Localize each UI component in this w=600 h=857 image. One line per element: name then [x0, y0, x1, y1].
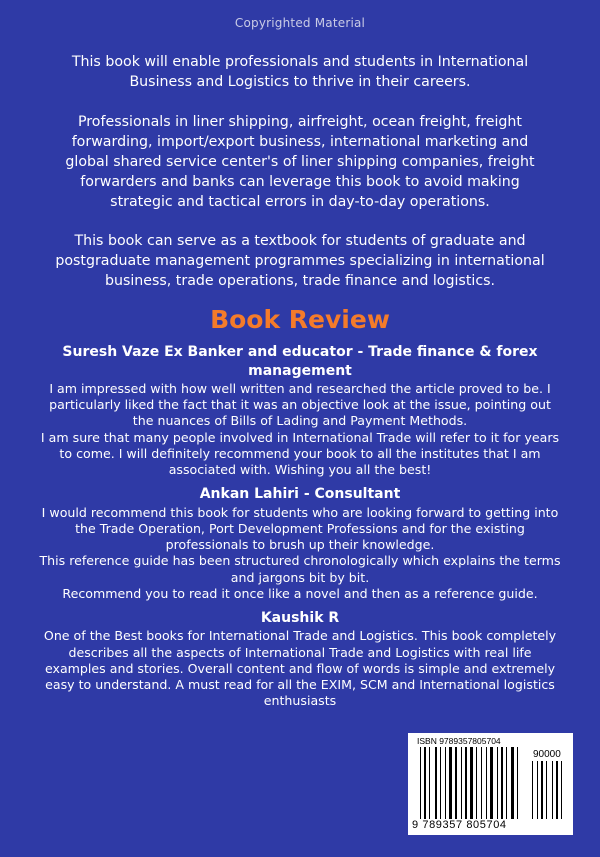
barcode-bar: [517, 747, 518, 819]
reviewer-name: [8, 485, 592, 504]
intro-line: Professionals in liner shipping, airfreight, ocean freight, freight: [77, 114, 522, 130]
barcode-bar: [511, 747, 514, 819]
reviewer-name: [8, 343, 592, 380]
barcode-bar: [420, 747, 421, 819]
isbn-barcode: [408, 733, 573, 835]
intro-paragraph-3: [20, 231, 580, 291]
intro-line: forwarders and banks can leverage this book to avoid making: [80, 174, 520, 190]
review-text-line: and jargons bit by bit.: [230, 569, 370, 585]
reviews-section: [8, 343, 592, 716]
review-text-line: I am impressed with how well written and researched the article proved to be. I: [49, 381, 551, 396]
intro-paragraph-2: [20, 112, 580, 212]
reviewer-line: Suresh Vaze Ex Banker and educator - Trade finance & forex: [62, 344, 538, 360]
review-text-line: One of the Best books for International Trade and Logistics. This book completely: [43, 628, 557, 644]
intro-line: business, trade operations, trade finance and logistics.: [104, 273, 496, 289]
book-review-heading: Book Review: [210, 305, 390, 334]
barcode-bar: [476, 747, 477, 819]
review-block: [8, 609, 592, 710]
review-text-line: Recommend you to read it once like a novel and then as a reference guide.: [62, 585, 538, 601]
barcode-addon-bar: [561, 761, 562, 819]
barcode-addon-bar: [556, 761, 558, 819]
barcode-addon-bar: [532, 761, 533, 819]
reviewer-line: Kaushik R: [260, 609, 340, 626]
review-text-line: I would recommend this book for students who are looking forward to getting into: [41, 504, 559, 520]
review-text-line: professionals to brush up their knowledge.: [165, 537, 435, 553]
reviewer-line: management: [248, 362, 352, 379]
barcode-bar: [440, 747, 441, 819]
barcode-bar: [429, 747, 430, 819]
barcode-addon-bar: [541, 761, 543, 819]
review-text-line: enthusiasts: [263, 693, 337, 709]
barcode-digits: 9 789357 805704: [412, 819, 507, 831]
copyright-watermark: Copyrighted Material: [234, 16, 366, 30]
intro-line: Business and Logistics to thrive in their careers.: [129, 74, 471, 90]
barcode-bar: [481, 747, 482, 819]
barcode-bar: [501, 747, 503, 819]
barcode-bar: [490, 747, 493, 819]
barcode-bar: [506, 747, 507, 819]
review-text-line: to come. I will definitely recommend your book to all the institutes that I am: [59, 445, 541, 461]
review-text-line: particularly liked the fact that it was an objective look at the issue, pointing out: [49, 397, 551, 413]
barcode-bar: [486, 747, 487, 819]
barcode-addon-bar: [552, 761, 553, 819]
barcode-bar: [497, 747, 498, 819]
intro-line: This book can serve as a textbook for students of graduate and: [74, 233, 526, 249]
review-text-line: I am sure that many people involved in International Trade will refer to it for years: [40, 429, 560, 445]
review-text-line: describes all the aspects of International Trade and Logistics with real life: [68, 644, 532, 660]
intro-line: forwarding, import/export business, international marketing and: [71, 134, 529, 150]
isbn-label: ISBN 9789357805704: [417, 736, 501, 746]
barcode-bar: [424, 747, 426, 819]
review-text-line: the nuances of Bills of Lading and Payment Methods.: [132, 413, 468, 429]
barcode-bar: [470, 747, 473, 819]
intro-line: postgraduate management programmes specializing in international: [55, 253, 545, 269]
review-text-line: easy to understand. A must read for all the EXIM, SCM and International logistics: [45, 677, 555, 693]
intro-line: global shared service center's of liner shipping companies, freight: [65, 154, 535, 170]
review-text-line: the Trade Operation, Port Development Professions and for the existing: [75, 520, 525, 536]
price-code: 90000: [533, 749, 561, 760]
intro-paragraph-1: [20, 52, 580, 92]
review-block: [8, 343, 592, 478]
review-block: [8, 485, 592, 602]
barcode-addon-bar: [537, 761, 538, 819]
barcode-bar: [449, 747, 452, 819]
barcode-bar: [435, 747, 437, 819]
barcode-addon-bar: [546, 761, 547, 819]
reviewer-name: [8, 609, 592, 628]
review-text-line: This reference guide has been structured chronologically which explains the terms: [39, 553, 561, 569]
reviewer-line: Ankan Lahiri - Consultant: [199, 486, 401, 503]
intro-line: This book will enable professionals and students in International: [71, 54, 529, 70]
barcode-bar: [455, 747, 457, 819]
barcode-bar: [465, 747, 467, 819]
intro-line: strategic and tactical errors in day-to-day operations.: [110, 194, 490, 210]
barcode-bar: [445, 747, 446, 819]
review-text-line: associated with. Wishing you all the best!: [168, 462, 432, 478]
review-text-line: examples and stories. Overall content and flow of words is simple and extremely: [44, 660, 556, 676]
barcode-bar: [461, 747, 462, 819]
